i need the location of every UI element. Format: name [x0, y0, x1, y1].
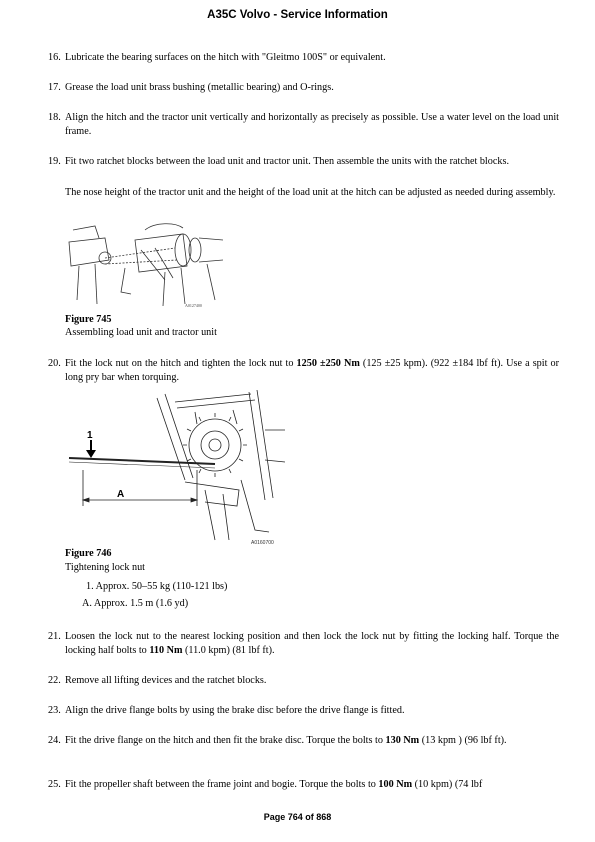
figure-code: A0127400 [185, 303, 202, 308]
step-text: Align the hitch and the tractor unit vertically and horizontally as precisely as possible. Use a water level on the load unit frame. [65, 112, 559, 137]
step-text: Remove all lifting devices and the ratchet blocks. [65, 675, 267, 686]
figure-745-title: Figure 745 [65, 314, 112, 325]
torque-value: 130 Nm [385, 735, 420, 746]
step-24 [48, 734, 559, 748]
figure-745-caption: Assembling load unit and tractor unit [65, 327, 217, 338]
step-text: Loosen the lock nut to the nearest locking position and then lock the lock nut by fitting the locking half. Torque the locking half bolts to 110 Nm (11.0 kpm) (81 lbf ft). [65, 631, 559, 656]
legend-item-1: 1. Approx. 50–55 kg (110-121 lbs) [86, 581, 228, 592]
step-16 [48, 51, 559, 65]
step-text: Align the drive flange bolts by using the brake disc before the drive flange is fitted. [65, 705, 405, 716]
step-text: Lubricate the bearing surfaces on the hitch with "Gleitmo 100S" or equivalent. [65, 52, 386, 63]
callout-a: A [117, 489, 125, 500]
step-number: 24. [48, 735, 61, 746]
step-number: 22. [48, 675, 61, 686]
step-20 [48, 357, 559, 384]
step-number: 20. [48, 358, 61, 369]
step-text: Fit two ratchet blocks between the load unit and tractor unit. Then assemble the units with the ratchet blocks. [65, 156, 509, 167]
legend-item-a: A. Approx. 1.5 m (1.6 yd) [82, 598, 189, 609]
step-23 [48, 704, 559, 718]
step-19-note: The nose height of the tractor unit and the height of the load unit at the hitch can be adjusted as needed during assembly. [65, 187, 556, 198]
step-number: 21. [48, 631, 61, 642]
figure-745-illustration [65, 220, 225, 312]
callout-1: 1 [87, 430, 93, 441]
step-text: Fit the propeller shaft between the frame joint and bogie. Torque the bolts to 100 Nm (10 kpm) (74 lbf [65, 779, 483, 790]
step-19 [48, 155, 559, 169]
step-number: 23. [48, 705, 61, 716]
torque-value: 1250 ±250 Nm [296, 358, 360, 369]
step-number: 16. [48, 52, 61, 63]
step-number: 18. [48, 112, 61, 123]
figure-code: A0160700 [251, 540, 274, 546]
step-22 [48, 674, 559, 688]
step-25 [48, 778, 559, 792]
step-number: 19. [48, 156, 61, 167]
step-text: Fit the lock nut on the hitch and tighten the lock nut to 1250 ±250 Nm (125 ±25 kpm). (922 ±184 lbf ft). Use a spit or long pry bar when torquing. [65, 358, 559, 383]
step-21 [48, 630, 559, 657]
figure-746-illustration [65, 390, 287, 546]
torque-value: 100 Nm [378, 779, 413, 790]
figure-746-title: Figure 746 [65, 548, 112, 559]
step-number: 17. [48, 82, 61, 93]
figure-746-caption: Tightening lock nut [65, 562, 145, 573]
torque-value: 110 Nm [149, 644, 183, 656]
page-footer: Page 764 of 868 [263, 812, 332, 822]
step-18 [48, 111, 559, 138]
page-header: A35C Volvo - Service Information [207, 9, 388, 21]
step-text: Fit the drive flange on the hitch and then fit the brake disc. Torque the bolts to 130 Nm (13 kpm ) (96 lbf ft). [65, 735, 507, 746]
step-number: 25. [48, 779, 61, 790]
step-text: Grease the load unit brass bushing (metallic bearing) and O-rings. [65, 82, 334, 93]
step-17 [48, 81, 559, 95]
